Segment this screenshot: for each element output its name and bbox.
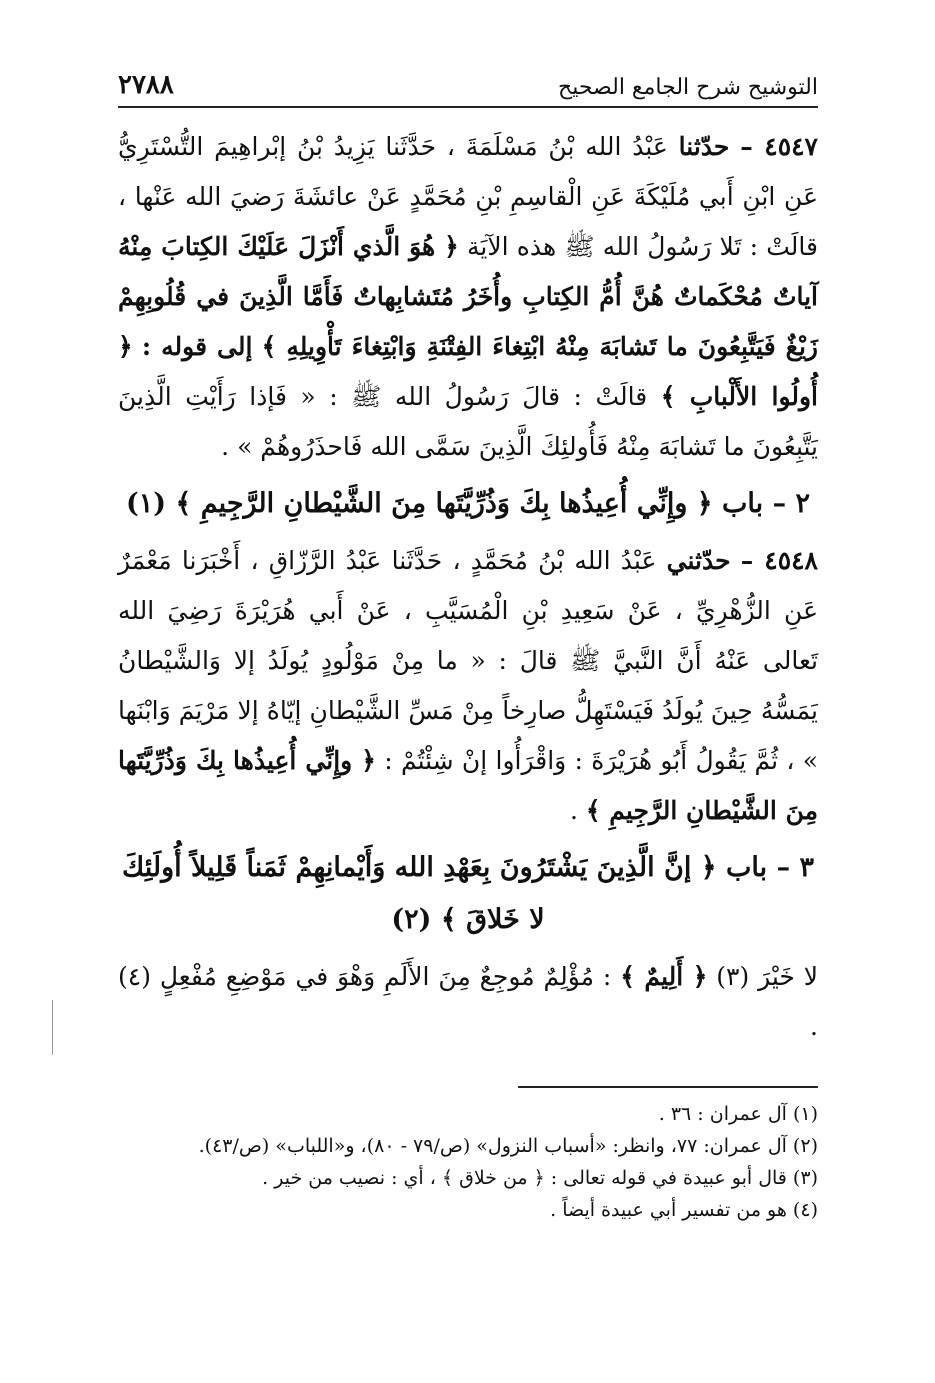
hadith-text: عَبْدُ الله بْنُ مَسْلَمَةَ ، حَدَّثَنا يَزِيدُ بْنُ إبْراهِيمَ التُّسْتَرِيُّ عَنِ ابْنِ أَبي مُلَيْكَةَ عَنِ الْقاسِمِ بْنِ مُحَمَّدٍ عَنْ عائشَةَ رَضيَ الله عَنْها ، قالَتْ : تَلا رَسُولُ الله ﷺ هذه الآيَة [118,132,818,261]
hadith-number: ٤٥٤٧ – [740,132,818,161]
hadith-text: عَبْدُ الله بْنُ مُحَمَّدٍ ، حَدَّثَنا عَبْدُ الرَّزّاقِ ، أَخْبَرَنا مَعْمَرٌ عَنِ الزُّهْرِيِّ ، عَنْ سَعِيدِ بْنِ الْمُسَيَّبِ ، عَنْ أَبي هُرَيْرَةَ رَضِيَ الله تَعالى عَنْهُ أَنَّ النَّبيَّ ﷺ قالَ : « ما مِنْ مَوْلُودٍ يُولَدُ إلا وَالشَّيْطانُ يَمَسُّهُ حِينَ يُولَدُ فَيَسْتَهِلُّ صارِخاً مِنْ مَسِّ الشَّيْطانِ إيّاهُ إلا مَرْيَمَ وَابْنَها » ، ثُمَّ يَقُولُ أَبُو هُرَيْرَةَ : وَاقْرَأُوا إنْ شِئْتُمْ : [118,546,819,775]
margin-mark [52,1000,53,1055]
book-page [118,70,818,1226]
main-text [118,122,818,1052]
chapter-heading-2 [118,478,818,530]
hadith-end: . [570,796,578,825]
hadith-4547 [118,122,818,472]
chapter-verse: ﴿ وإِنِّي أُعِيذُها بِكَ وَذُرِّيَّتَها مِنَ الشَّيْطانِ الرَّجِيمِ ﴾ [175,488,713,519]
quran-verse: ﴿ أَلِيمٌ ﴾ [620,962,708,991]
footnote-ref: (٢) [391,904,432,935]
hadith-intro: حدّثنا [678,132,730,161]
hadith-intro: حدّثني [666,546,731,575]
running-title: التوشيح شرح الجامع الصحيح [558,75,818,100]
hadith-text: إلى قوله : [141,332,253,361]
chapter-verse: ﴿ إنَّ الَّذِينَ يَشْتَرُونَ بِعَهْدِ الله وَأَيْمانِهِمْ ثَمَناً قَلِيلاً أُولَئِكَ لا خَلاقَ ﴾ [121,852,717,935]
footnote-ref: (١) [126,488,167,519]
footnotes [118,1098,818,1226]
footnote-ref: (٣) [716,962,750,991]
explanation-text: : مُؤْلِمٌ مُوجِعٌ مِنَ الأَلَمِ وَهْوَ في مَوْضِعِ مُفْعِلٍ [159,962,612,991]
quran-verse: ﴿ وإِنِّي أُعِيذُها بِكَ وَذُرِّيَّتَها مِنَ الشَّيْطانِ الرَّجِيمِ ﴾ [118,746,818,825]
footnote-3: (٣) قال أبو عبيدة في قوله تعالى : ﴿ من خلاق ﴾ ، أي : نصيب من خير . [262,1167,818,1189]
footnote-4: (٤) هو من تفسير أبي عبيدة أيضاً . [550,1199,818,1221]
footnote-1: (١) آل عمران : ٣٦ . [658,1103,818,1125]
explanation-text: لا خَيْرَ [758,962,818,991]
quran-verse: ﴿ أُولُوا الأَلْبابِ ﴾ [118,332,818,411]
quran-verse: ﴿ هُوَ الَّذي أَنْزَلَ عَلَيْكَ الكِتابَ مِنْهُ آياتٌ مُحْكَماتٌ هُنَّ أُمُّ الكِتابِ وأُخَرُ مُتَشابِهاتٌ فَأَمَّا الَّذِينَ في قُلُوبِهِمْ زَيْغٌ فَيَتَّبِعُونَ ما تَشابَهَ مِنْهُ ابْتِغاءَ الفِتْنَةِ وَابْتِغاءَ تَأْوِيلِهِ ﴾ [118,232,818,361]
hadith-number: ٤٥٤٨ – [740,546,818,575]
hadith-4548 [118,536,818,836]
hadith-text: قالَتْ : قالَ رَسُولُ الله ﷺ : « فَإذا رَأَيْتِ الَّذِينَ يَتَّبِعُونَ ما تَشابَهَ مِنْهُ فَأُولئِكَ الَّذِينَ سَمَّى الله فَاحذَرُوهُمْ » . [118,382,818,461]
footnote-ref: (٤) [118,962,151,991]
page-header [118,70,818,108]
chapter-label: ٣ – باب [726,852,814,883]
page-number: ٢٧٨٨ [118,70,174,100]
chapter-label: ٢ – باب [722,488,810,519]
explanation-paragraph [118,952,818,1052]
chapter-heading-3 [118,842,818,946]
footnote-separator [518,1086,818,1088]
footnote-2: (٢) آل عمران: ٧٧، وانظر: «أسباب النزول» (ص/٧٩ - ٨٠)، و«اللباب» (ص/٤٣). [198,1135,818,1157]
explanation-end: . [810,1012,818,1041]
